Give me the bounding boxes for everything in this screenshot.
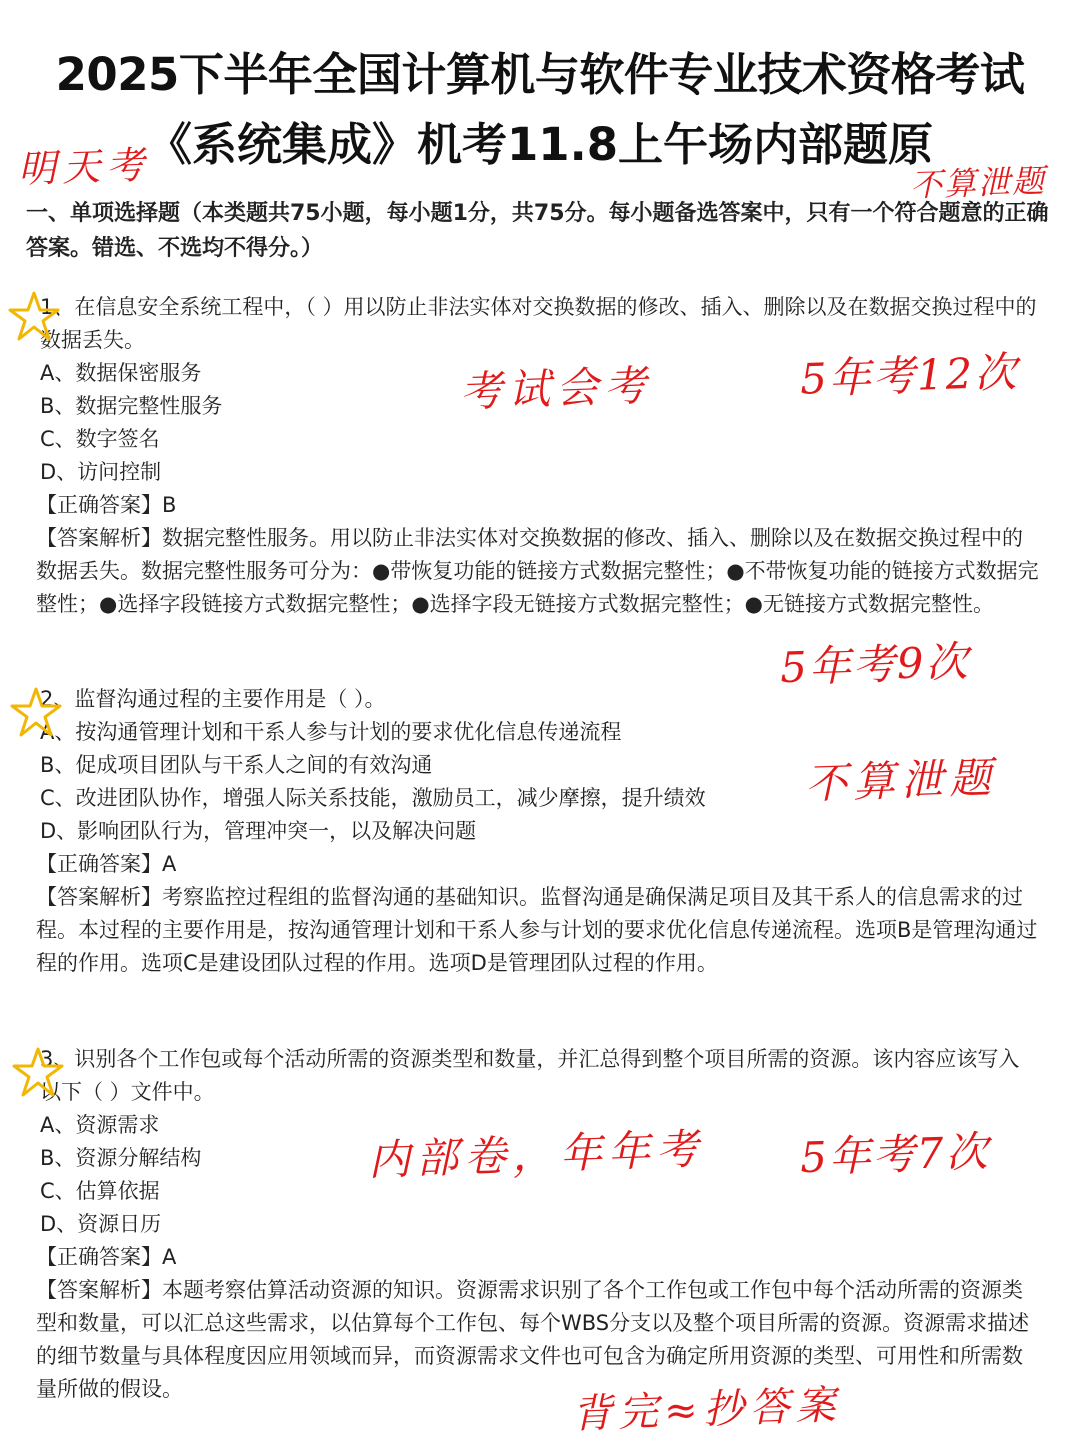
annotation-not-leak-mid: 不算泄题 — [804, 752, 998, 809]
option-b: B、资源分解结构 — [40, 1146, 202, 1170]
question-3 — [36, 1043, 1040, 1406]
option-d: D、访问控制 — [40, 460, 162, 484]
annotation-five-years-7: 5年考7次 — [799, 1126, 991, 1183]
page-title: 2025下半年全国计算机与软件专业技术资格考试 — [55, 48, 1025, 101]
option-a: A、资源需求 — [40, 1113, 160, 1137]
annotation-exam-will-test: 考试会考 — [459, 360, 653, 417]
option-d: D、影响团队行为，管理冲突一，以及解决问题 — [40, 819, 477, 843]
correct-answer: 【正确答案】B — [36, 493, 177, 517]
question-2 — [36, 683, 1040, 980]
option-c: C、改进团队协作，增强人际关系技能，激励员工，减少摩擦，提升绩效 — [40, 786, 706, 810]
correct-answer: 【正确答案】A — [36, 1245, 177, 1269]
correct-answer: 【正确答案】A — [36, 852, 177, 876]
option-c: C、估算依据 — [40, 1179, 160, 1203]
option-b: B、数据完整性服务 — [40, 394, 223, 418]
annotation-tomorrow: 明天考 — [17, 142, 151, 192]
star-icon — [8, 290, 60, 342]
question-stem: 3、识别各个工作包或每个活动所需的资源类型和数量，并汇总得到整个项目所需的资源。该内容应该写入以下（ ）文件中。 — [40, 1047, 1020, 1104]
annotation-not-leak-top: 不算泄题 — [909, 161, 1047, 205]
option-d: D、资源日历 — [40, 1212, 162, 1236]
star-icon — [12, 1046, 64, 1098]
question-stem: 2、监督沟通过程的主要作用是（ ）。 — [40, 687, 386, 711]
option-b: B、促成项目团队与干系人之间的有效沟通 — [40, 753, 433, 777]
question-1 — [36, 291, 1040, 621]
page-subtitle: 《系统集成》机考11.8上午场内部题原 — [146, 118, 934, 171]
annotation-five-years-12: 5年考12次 — [799, 347, 1020, 404]
option-c: C、数字签名 — [40, 427, 160, 451]
section-intro: 一、单项选择题（本类题共75小题，每小题1分，共75分。每小题备选答案中，只有一个符合题意的正确答案。错选、不选均不得分。） — [26, 201, 1049, 261]
option-a: A、数据保密服务 — [40, 361, 202, 385]
answer-explanation: 【答案解析】本题考察估算活动资源的知识。资源需求识别了各个工作包或工作包中每个活动所需的资源类型和数量，可以汇总这些需求，以估算每个工作包、每个WBS分支以及整个项目所需的资源。资源需求描述的细节数量与具体程度因应用领域而异，而资源需求文件也可包含为确定所用资源的类型、可用性和所需数量所做的假设。 — [36, 1278, 1030, 1401]
question-stem: 1、在信息安全系统工程中，（ ）用以防止非法实体对交换数据的修改、插入、删除以及在数据交换过程中的数据丢失。 — [40, 295, 1037, 352]
answer-explanation: 【答案解析】考察监控过程组的监督沟通的基础知识。监督沟通是确保满足项目及其干系人的信息需求的过程。本过程的主要作用是，按沟通管理计划和干系人参与计划的要求优化信息传递流程。选项B是管理沟通过程的作用。选项C是建设团队过程的作用。选项D是管理团队过程的作用。 — [36, 885, 1038, 975]
answer-explanation: 【答案解析】数据完整性服务。用以防止非法实体对交换数据的修改、插入、删除以及在数据交换过程中的数据丢失。数据完整性服务可分为：●带恢复功能的链接方式数据完整性；●不带恢复功能的链接方式数据完整性；●选择字段链接方式数据完整性；●选择字段无链接方式数据完整性；●无链接方式数据完整性。 — [36, 526, 1039, 616]
star-icon — [10, 686, 62, 738]
annotation-memorize: 背完≈抄答案 — [571, 1382, 843, 1438]
option-a: A、按沟通管理计划和干系人参与计划的要求优化信息传递流程 — [40, 720, 622, 744]
annotation-internal-yearly: 内部卷，年年考 — [367, 1124, 705, 1185]
annotation-five-years-9: 5年考9次 — [779, 636, 971, 693]
